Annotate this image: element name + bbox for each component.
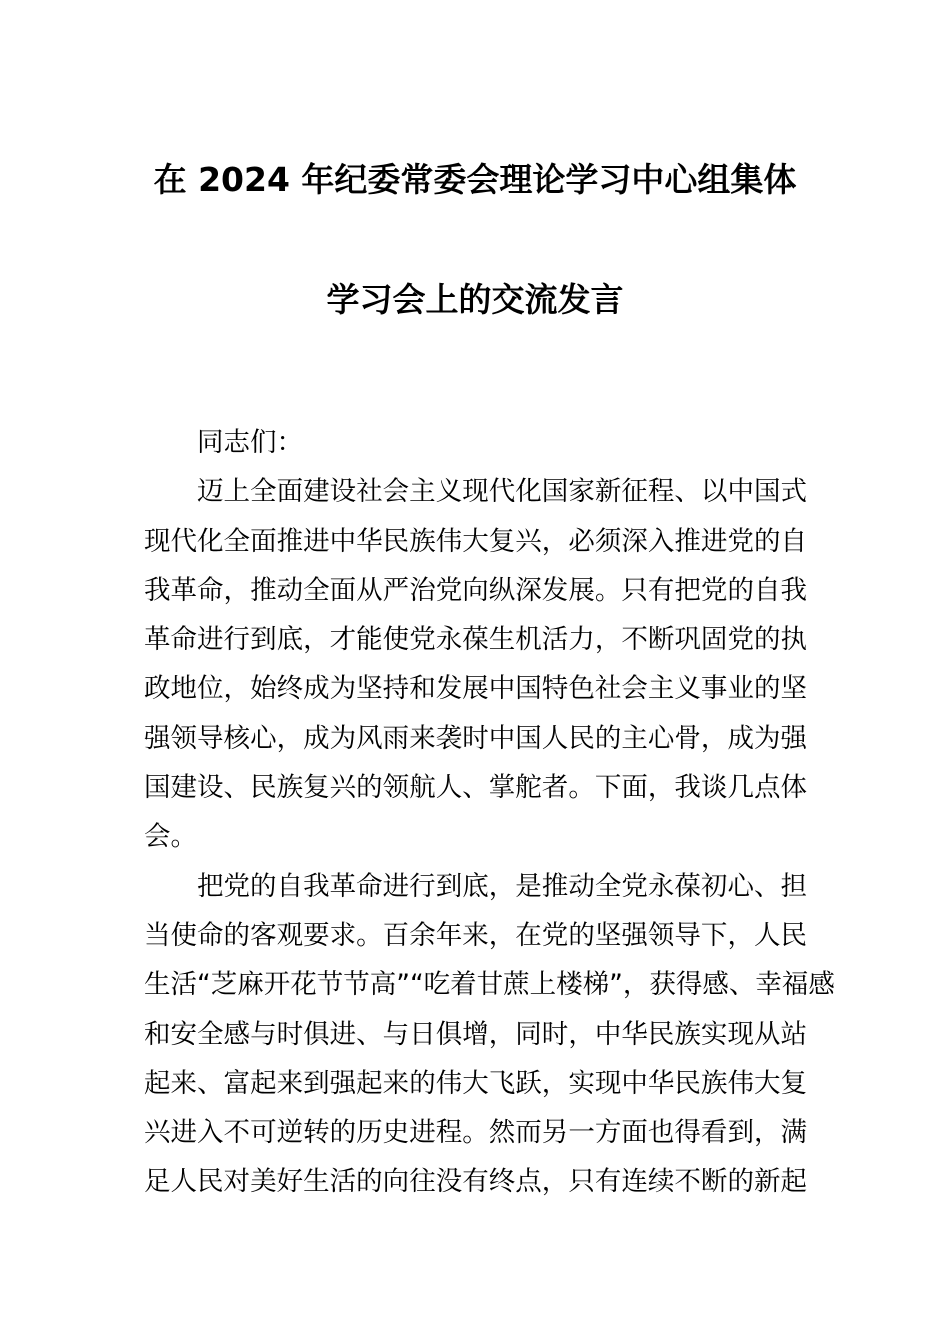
document-title-line-2: 学习会上的交流发言: [326, 280, 624, 319]
paragraph-line: 生活“芝麻开花节节高”“吃着甘蔗上楼梯”，获得感、幸福感: [144, 969, 835, 1001]
paragraph-1: [144, 467, 807, 861]
paragraph-line: 会。: [144, 821, 197, 853]
paragraph-line: 现代化全面推进中华民族伟大复兴，必须深入推进党的自: [144, 525, 807, 557]
paragraph-line: 我革命，推动全面从严治党向纵深发展。只有把党的自我: [144, 574, 807, 606]
document-body: [144, 418, 835, 1207]
paragraph-line: 政地位，始终成为坚持和发展中国特色社会主义事业的坚: [144, 673, 807, 705]
paragraph-line: 足人民对美好生活的向往没有终点，只有连续不断的新起: [144, 1166, 807, 1198]
paragraph-line: 国建设、民族复兴的领航人、掌舵者。下面，我谈几点体: [144, 772, 807, 804]
paragraph-line: 把党的自我革命进行到底，是推动全党永葆初心、担: [197, 870, 807, 902]
paragraph-line: 强领导核心，成为风雨来袭时中国人民的主心骨，成为强: [144, 722, 807, 754]
document-title-line-1: 在 2024 年纪委常委会理论学习中心组集体: [153, 160, 797, 199]
paragraph-line: 兴进入不可逆转的历史进程。然而另一方面也得看到，满: [144, 1117, 807, 1149]
paragraph-line: 起来、富起来到强起来的伟大飞跃，实现中华民族伟大复: [144, 1067, 807, 1099]
paragraph-line: 迈上全面建设社会主义现代化国家新征程、以中国式: [197, 476, 807, 508]
salutation: 同志们：: [197, 427, 303, 458]
paragraph-2: [144, 862, 835, 1207]
paragraph-line: 当使命的客观要求。百余年来，在党的坚强领导下，人民: [144, 919, 807, 951]
paragraph-line: 革命进行到底，才能使党永葆生机活力，不断巩固党的执: [144, 624, 807, 656]
paragraph-line: 和安全感与时俱进、与日俱增，同时，中华民族实现从站: [144, 1018, 807, 1050]
